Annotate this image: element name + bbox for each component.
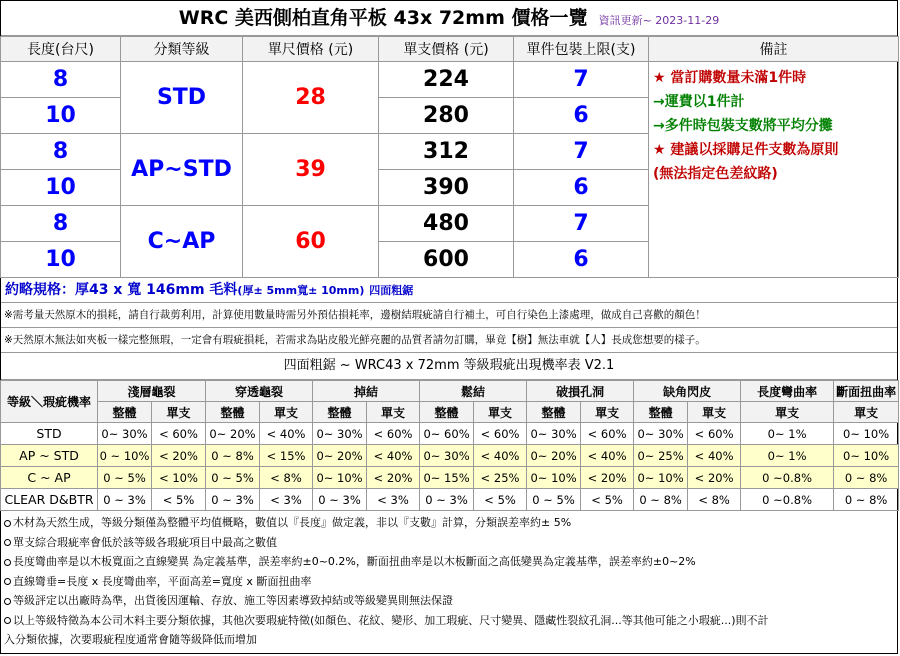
bullet-icon	[4, 520, 11, 527]
bullet-icon	[4, 617, 11, 624]
defect-twist-cell: 0 ~ 8%	[834, 467, 899, 489]
sub-header: 單支	[581, 402, 634, 423]
defect-value-cell: < 60%	[688, 423, 741, 445]
defect-row	[1, 489, 899, 511]
defect-value-cell: < 60%	[581, 423, 634, 445]
defect-value-cell: < 20%	[367, 467, 420, 489]
update-date: 資訊更新~ 2023-11-29	[598, 14, 720, 27]
category-header: 長度彎曲率	[741, 381, 834, 402]
defect-value-cell: 0~ 30%	[420, 445, 474, 467]
defect-header-row	[1, 381, 899, 402]
defect-value-cell: 0 ~ 3%	[98, 489, 152, 511]
spec-tail: 四面粗鋸	[369, 284, 414, 297]
category-header: 掉結	[313, 381, 420, 402]
defect-value-cell: 0 ~ 8%	[206, 445, 260, 467]
sub-header: 單支	[741, 402, 834, 423]
piece-price-cell: 600	[379, 242, 514, 278]
grade-cell: C~AP	[121, 206, 243, 278]
length-cell: 8	[1, 206, 121, 242]
defect-value-cell: < 60%	[474, 423, 527, 445]
pack-max-cell: 6	[514, 98, 649, 134]
warning-line: ※天然原木無法如夾板一樣完整無瑕，一定會有瑕疵損耗，若需求為貼皮般光鮮亮麗的品質者請勿訂購，畢竟【樹】無法車就【人】長成您想要的樣子。	[1, 328, 897, 353]
unit-price-cell: 60	[243, 206, 379, 278]
bullet-icon	[4, 598, 11, 605]
corner-label: 等級＼瑕疵機率	[1, 381, 98, 423]
defect-value-cell: 0~ 30%	[527, 423, 581, 445]
defect-value-cell: < 25%	[474, 467, 527, 489]
category-header: 缺角閃皮	[634, 381, 741, 402]
footnote: 木材為天然生成，等級分類僅為整體平均值概略，數值以『長度』做定義，非以『支數』計算，分類誤差率約± 5%	[4, 513, 894, 533]
defect-bend-cell: 0~ 1%	[741, 445, 834, 467]
pack-max-cell: 7	[514, 134, 649, 170]
header-piece-price: 單支價格 (元)	[379, 37, 514, 62]
grade-cell: AP~STD	[121, 134, 243, 206]
piece-price-cell: 390	[379, 170, 514, 206]
sub-header: 整體	[527, 402, 581, 423]
note-line: ★ 建議以採購足件支數為原則	[653, 142, 839, 158]
header-length: 長度(台尺)	[1, 37, 121, 62]
defect-value-cell: < 5%	[581, 489, 634, 511]
category-header: 淺層龜裂	[98, 381, 206, 402]
footnote: 單支綜合瑕疵率會低於該等級各瑕疵項目中最高之數值	[4, 533, 894, 553]
notes-cell	[649, 62, 899, 278]
defect-grade-cell: STD	[1, 423, 98, 445]
header-unit-price: 單尺價格 (元)	[243, 37, 379, 62]
defect-value-cell: < 20%	[152, 445, 206, 467]
defect-twist-cell: 0~ 10%	[834, 423, 899, 445]
piece-price-cell: 224	[379, 62, 514, 98]
footnotes	[1, 511, 897, 652]
defect-value-cell: 0~ 20%	[313, 445, 367, 467]
defect-value-cell: 0~ 15%	[420, 467, 474, 489]
price-header-row	[1, 37, 899, 62]
piece-price-cell: 480	[379, 206, 514, 242]
defect-value-cell: 0 ~ 3%	[420, 489, 474, 511]
defect-value-cell: 0~ 25%	[634, 445, 688, 467]
spec-line	[1, 278, 897, 303]
defect-value-cell: < 40%	[260, 423, 313, 445]
defect-grade-cell: C ~ AP	[1, 467, 98, 489]
title-text: WRC 美西側柏直角平板 43x 72mm 價格一覽	[178, 7, 588, 29]
defect-value-cell: < 3%	[367, 489, 420, 511]
defect-value-cell: 0~ 20%	[206, 423, 260, 445]
defect-value-cell: < 40%	[367, 445, 420, 467]
sheet-title	[1, 1, 897, 36]
defect-value-cell: 0 ~ 5%	[527, 489, 581, 511]
defect-value-cell: 0~ 30%	[634, 423, 688, 445]
defect-value-cell: < 20%	[581, 467, 634, 489]
piece-price-cell: 312	[379, 134, 514, 170]
defect-value-cell: 0~ 20%	[527, 445, 581, 467]
defect-value-cell: < 3%	[260, 489, 313, 511]
defect-bend-cell: 0 ~0.8%	[741, 467, 834, 489]
defect-value-cell: < 20%	[688, 467, 741, 489]
defect-twist-cell: 0~ 10%	[834, 445, 899, 467]
sub-header: 整體	[206, 402, 260, 423]
header-pack-max: 單件包裝上限(支)	[514, 37, 649, 62]
sub-header: 單支	[260, 402, 313, 423]
defect-grade-cell: CLEAR D&BTR	[1, 489, 98, 511]
defect-value-cell: 0~ 10%	[634, 467, 688, 489]
defect-value-cell: < 8%	[260, 467, 313, 489]
defect-value-cell: < 15%	[260, 445, 313, 467]
defect-value-cell: < 60%	[152, 423, 206, 445]
sub-header: 單支	[834, 402, 899, 423]
defect-value-cell: 0~ 10%	[527, 467, 581, 489]
sub-header: 整體	[634, 402, 688, 423]
defect-value-cell: 0~ 30%	[98, 423, 152, 445]
defect-bend-cell: 0~ 1%	[741, 423, 834, 445]
defect-value-cell: < 8%	[688, 489, 741, 511]
defect-value-cell: < 5%	[474, 489, 527, 511]
bullet-icon	[4, 539, 11, 546]
defect-table	[0, 380, 899, 511]
sub-header: 單支	[688, 402, 741, 423]
category-header: 穿透龜裂	[206, 381, 313, 402]
defect-value-cell: < 60%	[367, 423, 420, 445]
length-cell: 8	[1, 62, 121, 98]
grade-cell: STD	[121, 62, 243, 134]
defect-row	[1, 423, 899, 445]
defect-table-title: 四面粗鋸 ~ WRC43 x 72mm 等級瑕疵出現機率表 V2.1	[1, 353, 897, 380]
unit-price-cell: 39	[243, 134, 379, 206]
spec-tolerance: (厚± 5mm寬± 10mm)	[237, 284, 365, 297]
defect-value-cell: 0 ~ 10%	[98, 445, 152, 467]
defect-value-cell: 0~ 10%	[313, 467, 367, 489]
defect-row	[1, 445, 899, 467]
piece-price-cell: 280	[379, 98, 514, 134]
defect-bend-cell: 0 ~0.8%	[741, 489, 834, 511]
pack-max-cell: 6	[514, 242, 649, 278]
spec-main: 約略規格：厚43 x 寬 146mm 毛料	[5, 282, 238, 298]
category-header: 破損孔洞	[527, 381, 634, 402]
defect-value-cell: 0 ~ 5%	[206, 467, 260, 489]
defect-value-cell: 0 ~ 3%	[313, 489, 367, 511]
defect-value-cell: < 40%	[581, 445, 634, 467]
defect-value-cell: < 5%	[152, 489, 206, 511]
sub-header: 單支	[367, 402, 420, 423]
category-header: 斷面扭曲率	[834, 381, 899, 402]
header-grade: 分類等級	[121, 37, 243, 62]
length-cell: 10	[1, 98, 121, 134]
sub-header: 整體	[313, 402, 367, 423]
sub-header: 單支	[152, 402, 206, 423]
note-line: →運費以1件計	[653, 94, 745, 110]
note-line: (無法指定色差紋路)	[653, 166, 778, 182]
sub-header: 單支	[474, 402, 527, 423]
sub-header: 整體	[420, 402, 474, 423]
warning-line: ※需考量天然原木的損耗，請自行裁剪利用，計算使用數量時需另外預估損耗率，邊樹結瑕疵請自行補土，可自行染色上漆處理，做成自己喜歡的顏色！	[1, 303, 897, 328]
footnote: 直線彎垂=長度 x 長度彎曲率，平面高差=寬度 x 斷面扭曲率	[4, 572, 894, 592]
defect-value-cell: 0~ 60%	[420, 423, 474, 445]
bullet-icon	[4, 559, 11, 566]
defect-value-cell: 0 ~ 3%	[206, 489, 260, 511]
defect-value-cell: 0~ 30%	[313, 423, 367, 445]
pack-max-cell: 6	[514, 170, 649, 206]
sub-header: 整體	[98, 402, 152, 423]
pack-max-cell: 7	[514, 62, 649, 98]
length-cell: 10	[1, 242, 121, 278]
footnote: 以上等級特徵為本公司木料主要分類依據，其他次要瑕疵特徵(如顏色、花紋、變形、加工瑕疵、尺寸變異、隱藏性裂紋孔洞...等其他可能之小瑕疵...)則不計	[4, 611, 894, 631]
bullet-icon	[4, 578, 11, 585]
note-line: →多件時包裝支數將平均分攤	[653, 118, 833, 134]
defect-value-cell: 0 ~ 8%	[634, 489, 688, 511]
footnote: 入分類依據，次要瑕疵程度通常會隨等級降低而增加	[4, 633, 257, 646]
length-cell: 8	[1, 134, 121, 170]
defect-value-cell: 0 ~ 5%	[98, 467, 152, 489]
defect-row	[1, 467, 899, 489]
defect-value-cell: < 40%	[688, 445, 741, 467]
price-row	[1, 62, 899, 98]
price-table	[0, 36, 899, 278]
unit-price-cell: 28	[243, 62, 379, 134]
footnote: 等級評定以出廠時為準，出貨後因運輸、存放、施工等因素導致掉結或等級變異則無法保證	[4, 591, 894, 611]
pack-max-cell: 7	[514, 206, 649, 242]
category-header: 鬆結	[420, 381, 527, 402]
defect-grade-cell: AP ~ STD	[1, 445, 98, 467]
defect-twist-cell: 0 ~ 8%	[834, 489, 899, 511]
note-line: ★ 當訂購數量未滿1件時	[653, 70, 807, 86]
defect-subheader-row	[1, 402, 899, 423]
length-cell: 10	[1, 170, 121, 206]
defect-value-cell: < 10%	[152, 467, 206, 489]
defect-value-cell: < 40%	[474, 445, 527, 467]
header-notes: 備註	[649, 37, 899, 62]
footnote: 長度彎曲率是以木板寬面之直線變異 為定義基準，誤差率約±0~0.2%，斷面扭曲率是以木板斷面之高低變異為定義基準，誤差率約±0~2%	[4, 552, 894, 572]
